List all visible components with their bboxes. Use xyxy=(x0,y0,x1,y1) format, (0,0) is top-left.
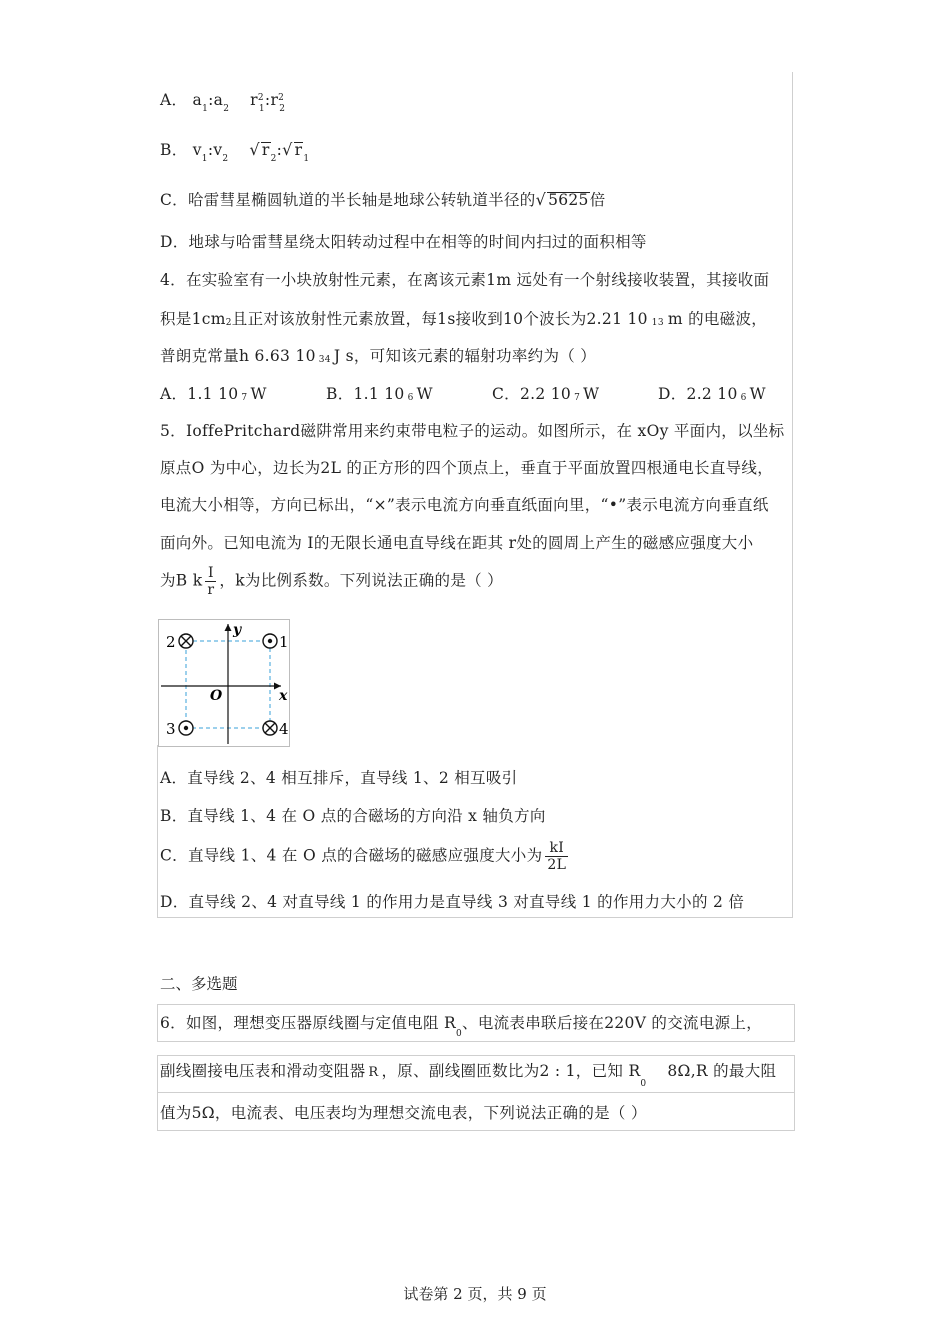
q4-option-b: B．1.1 10 $_6$ W xyxy=(326,385,433,403)
q4-option-c: C．2.2 10 $_7$ W xyxy=(492,385,600,403)
wire-2-into-page-icon xyxy=(179,634,193,648)
q5-option-d: D．直导线 2、4 对直导线 1 的作用力是直导线 3 对直导线 1 的作用力大小的 2 倍 xyxy=(160,893,745,911)
frame-bottom-border xyxy=(157,917,793,918)
frame-right-border-top xyxy=(792,72,793,600)
wire-3-label: 3 xyxy=(166,720,176,738)
wire-4-label: 4 xyxy=(279,720,289,738)
wire-4-into-page-icon xyxy=(263,721,277,735)
q4-options xyxy=(160,382,824,404)
wire-square-figure xyxy=(158,619,290,747)
fraction-ki-over-2l: $\frac{kI}{2L}$ xyxy=(547,840,567,873)
q6-stem-line-2: 副线圈接电压表和滑动变阻器 R ，原、副线圈匝数比为2 : 1，已知 $R_0$ 8Ω,R 的最大阻 xyxy=(160,1062,777,1089)
y-axis-label: y xyxy=(233,622,242,638)
q4-option-a: A．1.1 10 $_7$ W xyxy=(160,385,267,403)
q4-stem-line-3: 普朗克常量h 6.63 10 $_{34}$ J s，可知该元素的辐射功率约为（ ） xyxy=(160,347,597,365)
q5-stem-line-3: 电流大小相等，方向已标出，“×”表示电流方向垂直纸面向里，“•”表示电流方向垂直纸 xyxy=(160,496,769,514)
q4-stem-line-2: 积是$1cm_2$且正对该放射性元素放置，每1s接收到10个波长为2.21 10 $_{13}$ m 的电磁波， xyxy=(160,310,768,328)
wire-2-label: 2 xyxy=(166,633,176,651)
q6-stem-line-1: 6．如图，理想变压器原线圈与定值电阻 $R_0$、电流表串联后接在220V 的交流电源上， xyxy=(160,1014,763,1039)
origin-label: O xyxy=(210,688,223,704)
q5-option-a: A．直导线 2、4 相互排斥，直导线 1、2 相互吸引 xyxy=(160,769,518,787)
page-footer: 试卷第 2 页，共 9 页 xyxy=(403,1285,547,1303)
q5-stem-line-4: 面向外。已知电流为 I的无限长通电直导线在距其 r处的圆周上产生的磁感应强度大小 xyxy=(160,534,754,552)
q4-option-d: D．2.2 10 $_6$ W xyxy=(658,385,766,403)
wire-1-out-of-page-icon xyxy=(263,634,277,648)
frame-left-border-bottom xyxy=(157,745,158,918)
q3-option-b: B． $v_1:v_2$ √ $r_2:√$ $r_1$ xyxy=(160,140,310,164)
frame-right-border-bottom xyxy=(792,600,793,918)
wire-square-diagram xyxy=(159,620,289,746)
section-heading-multi-choice: 二、多选题 xyxy=(160,975,238,993)
fraction-i-over-r: $\frac{I}{r}$ xyxy=(207,565,215,598)
q5-option-b: B．直导线 1、4 在 O 点的合磁场的方向沿 x 轴负方向 xyxy=(160,807,546,825)
q5-stem-line-1: 5．IoffePritchard磁阱常用来约束带电粒子的运动。如图所示，在 xOy 平面内，以坐标 xyxy=(160,422,785,440)
wire-1-label: 1 xyxy=(279,633,289,651)
q3-option-a: A． $a_1:a_2$ $r^2_1:r^2_2$ xyxy=(160,91,286,114)
q3-option-d: D．地球与哈雷彗星绕太阳转动过程中在相等的时间内扫过的面积相等 xyxy=(160,233,647,251)
q3-option-c: C．哈雷彗星椭圆轨道的半长轴是地球公转轨道半径的√ 5625倍 xyxy=(160,190,606,209)
wire-3-out-of-page-icon xyxy=(179,721,193,735)
q5-stem-line-5: 为B k $\frac{I}{r}$ ，k为比例系数。下列说法正确的是（ ） xyxy=(160,565,503,598)
q5-option-c: C．直导线 1、4 在 O 点的合磁场的磁感应强度大小为 $\frac{kI}{2L}$ xyxy=(160,840,567,873)
q6-stem-line-3: 值为5Ω，电流表、电压表均为理想交流电表，下列说法正确的是（ ） xyxy=(160,1104,647,1122)
q4-stem-line-1: 4．在实验室有一小块放射性元素，在离该元素1m 远处有一个射线接收装置，其接收面 xyxy=(160,271,770,289)
x-axis-label: x xyxy=(279,688,288,704)
q5-stem-line-2: 原点O 为中心，边长为2L 的正方形的四个顶点上，垂直于平面放置四根通电长直导线， xyxy=(160,459,774,477)
q6-box-2-divider xyxy=(157,1092,794,1093)
